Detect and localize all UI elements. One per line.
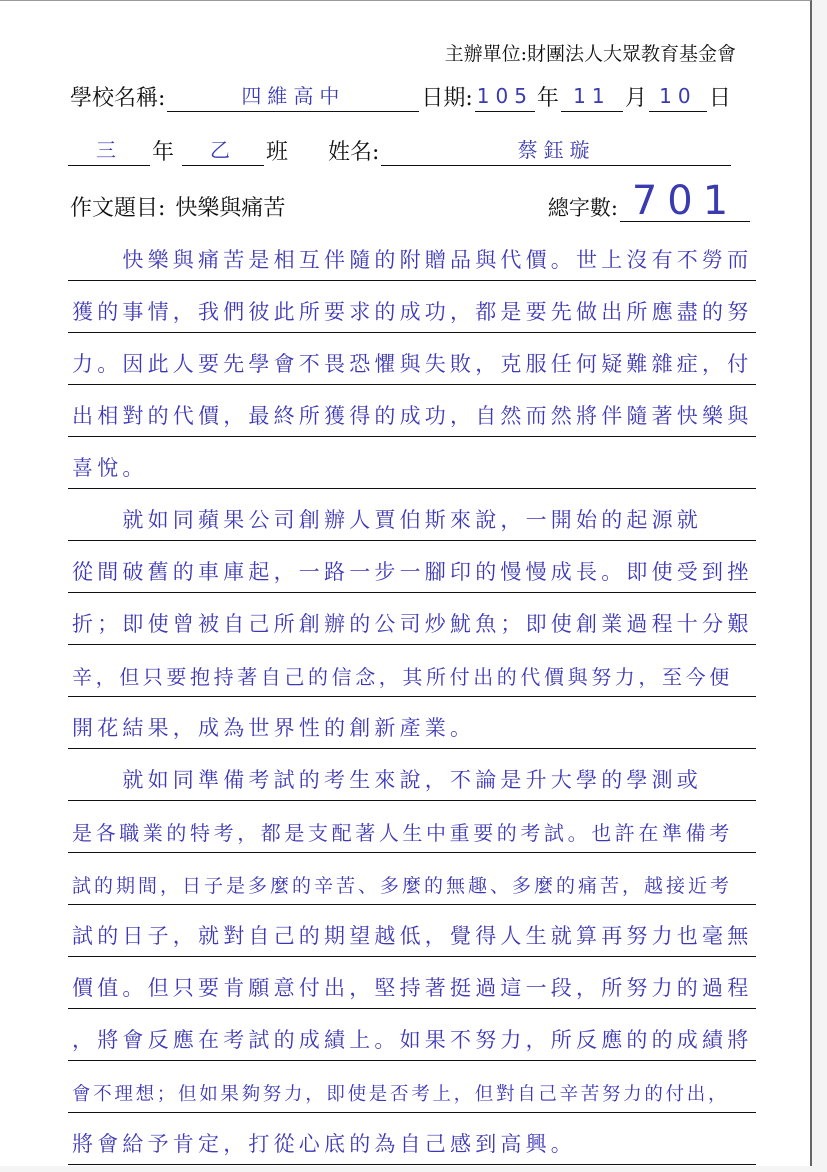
month-value: 11 [561, 81, 623, 112]
class-name-row [68, 135, 750, 166]
essay-line: 將會給予肯定，打從心底的為自己感到高興。 [68, 1113, 756, 1165]
essay-line: 試的日子，就對自己的期望越低，覺得人生就算再努力也毫無 [68, 905, 756, 957]
school-date-row [68, 81, 750, 112]
year-label: 年 [536, 86, 559, 111]
date-label: 日期: [421, 86, 473, 111]
day-value: 10 [649, 81, 707, 112]
essay-line: 開花結果，成為世界性的創新產業。 [68, 697, 756, 749]
essay-line: ，將會反應在考試的成績上。如果不努力，所反應的的成績將 [68, 1009, 756, 1061]
name-label: 姓名: [328, 140, 380, 165]
essay-line: 辛，但只要抱持著自己的信念，其所付出的代價與努力，至今便 [68, 645, 756, 697]
topic-value: 快樂與痛苦 [175, 196, 286, 221]
essay-line: 獲的事情，我們彼此所要求的成功，都是要先做出所應盡的努 [68, 281, 756, 333]
word-count-value: 701 [620, 181, 750, 222]
day-label: 日 [708, 86, 731, 111]
grade-value: 三 [68, 135, 150, 166]
essay-line: 就如同蘋果公司創辦人賈伯斯來說，一開始的起源就 [68, 489, 756, 541]
essay-line: 就如同準備考試的考生來說，不論是升大學的學測或 [68, 749, 756, 801]
topic-label: 作文題目: [70, 196, 166, 221]
essay-line: 快樂與痛苦是相互伴隨的附贈品與代價。世上沒有不勞而 [68, 229, 756, 281]
month-label: 月 [624, 86, 647, 111]
essay-line: 價值。但只要肯願意付出，堅持著挺過這一段，所努力的過程 [68, 957, 756, 1009]
essay-line: 從間破舊的車庫起，一路一步一腳印的慢慢成長。即使受到挫 [68, 541, 756, 593]
topic-row [68, 178, 750, 224]
essay-line: 試的期間，日子是多麼的辛苦、多麼的無趣、多麼的痛苦，越接近考 [68, 853, 756, 905]
class-value: 乙 [182, 135, 264, 166]
school-value: 四維高中 [167, 81, 419, 112]
name-value: 蔡鈺璇 [381, 135, 731, 166]
school-label: 學校名稱: [70, 86, 166, 111]
essay-body [68, 229, 756, 1165]
essay-line: 折；即使曾被自己所創辦的公司炒魷魚；即使創業過程十分艱 [68, 593, 756, 645]
essay-line: 力。因此人要先學會不畏恐懼與失敗，克服任何疑難雜症，付 [68, 333, 756, 385]
essay-line: 喜悅。 [68, 437, 756, 489]
essay-line: 會不理想；但如果夠努力，即使是否考上，但對自己辛苦努力的付出， [68, 1061, 756, 1113]
sponsor-label: 主辦單位:財團法人大眾教育基金會 [444, 43, 736, 65]
word-count-label: 總字數: [547, 196, 618, 220]
essay-line: 是各職業的特考，都是支配著人生中重要的考試。也許在準備考 [68, 801, 756, 853]
essay-line: 出相對的代價，最終所獲得的成功，自然而然將伴隨著快樂與 [68, 385, 756, 437]
grade-label: 年 [152, 140, 175, 165]
class-label: 班 [266, 140, 289, 165]
year-value: 105 [475, 81, 535, 112]
